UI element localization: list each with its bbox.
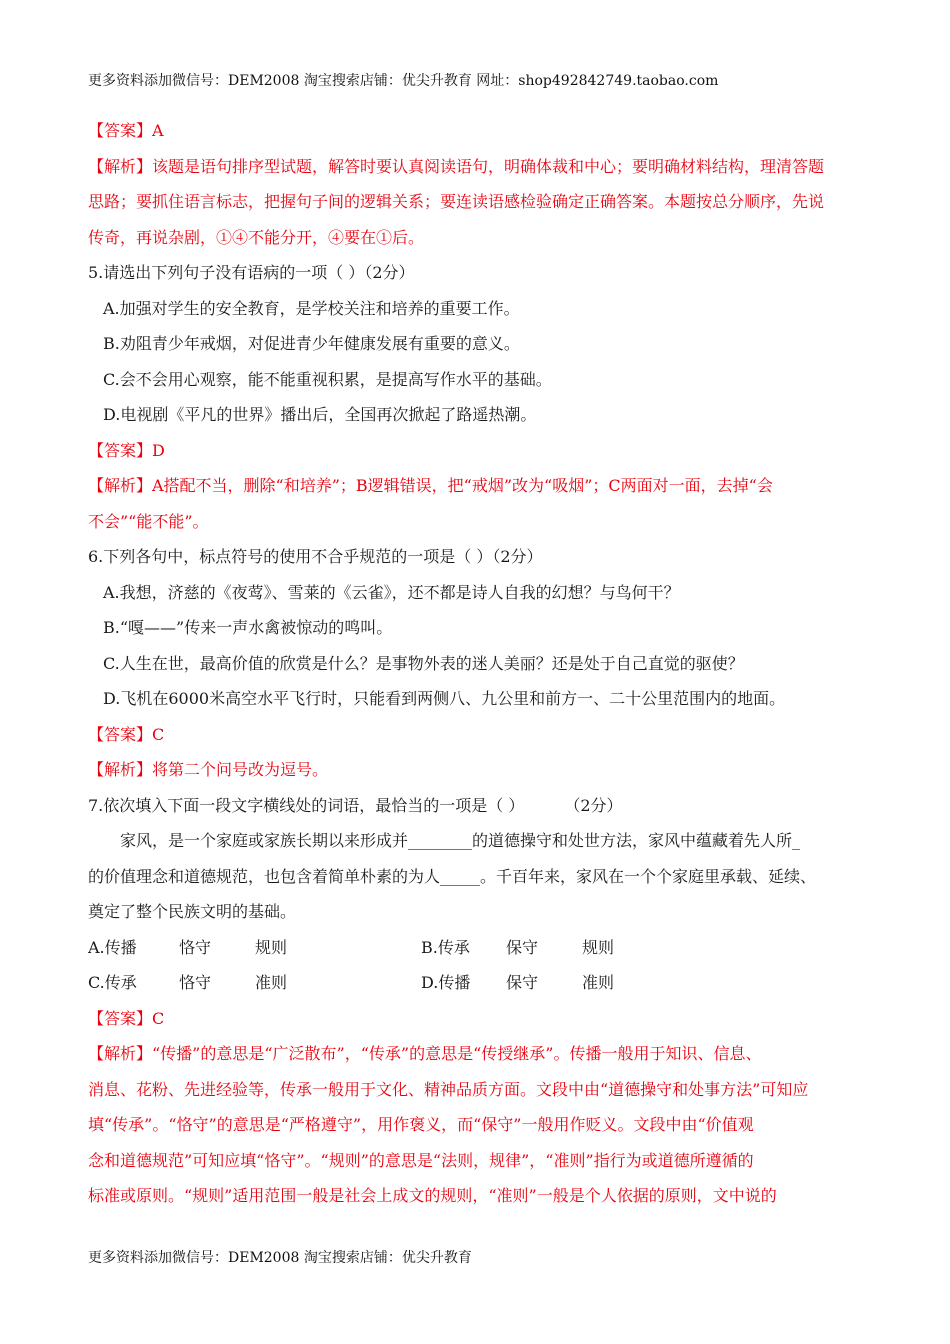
q7-option-b-word2: 保守 bbox=[506, 937, 539, 957]
q5-analysis-line: 【解析】A搭配不当，删除“和培养”；B逻辑错误，把“戒烟”改为“吸烟”；C两面对一面，去掉“会 bbox=[88, 476, 773, 495]
q7-passage-line: 家风，是一个家庭或家族长期以来形成并________的道德操守和处世方法，家风中蕴藏着先人所_ bbox=[120, 831, 801, 850]
q7-option-b-word1: B.传承 bbox=[421, 937, 470, 957]
q6-option-c: C.人生在世，最高价值的欣赏是什么？是事物外表的迷人美丽？还是处于自己直觉的驱使？ bbox=[103, 653, 744, 673]
q7-passage-line: 的价值理念和道德规范，也包含着简单朴素的为人_____。千百年来，家风在一个个家庭里承载、延续、 bbox=[88, 866, 817, 886]
q6-option-b: B.“嘎——”传来一声水禽被惊动的鸣叫。 bbox=[103, 618, 393, 637]
q7-analysis-line: 消息、花粉、先进经验等，传承一般用于文化、精神品质方面。文段中由“道德操守和处事方法”可知应 bbox=[88, 1079, 809, 1099]
q5-option-b: B.劝阻青少年戒烟，对促进青少年健康发展有重要的意义。 bbox=[103, 334, 520, 353]
page-header: 更多资料添加微信号：DEM2008 淘宝搜索店铺：优尖升教育 网址：shop492842749.taobao.com bbox=[88, 73, 719, 89]
q7-option-d-word3: 准则 bbox=[582, 973, 615, 992]
q7-option-c bbox=[88, 965, 421, 1001]
q7-options-row bbox=[88, 965, 868, 1001]
q4-answer: 【答案】A bbox=[88, 121, 164, 140]
q7-answer: 【答案】C bbox=[88, 1008, 165, 1028]
q5-answer: 【答案】D bbox=[88, 440, 165, 460]
q7-option-a bbox=[88, 930, 421, 966]
q7-option-c-word1: C.传承 bbox=[88, 973, 137, 992]
q7-option-d-word2: 保守 bbox=[506, 973, 539, 992]
q7-stem bbox=[88, 788, 868, 824]
q7-analysis-line: 填“传承”。“恪守”的意思是“严格遵守”，用作褒义，而“保守”一般用作贬义。文段中由“价值观 bbox=[88, 1115, 754, 1134]
q5-stem: 5.请选出下列句子没有语病的一项（ ）（2分） bbox=[88, 263, 415, 282]
q5-option-d: D.电视剧《平凡的世界》播出后，全国再次掀起了路遥热潮。 bbox=[103, 405, 537, 424]
q7-analysis-line: 标准或原则。“规则”适用范围一般是社会上成文的规则，“准则”一般是个人依据的原则，文中说的 bbox=[88, 1186, 777, 1205]
q7-option-d bbox=[421, 965, 614, 1001]
q7-option-c-word2: 恪守 bbox=[179, 973, 212, 992]
q6-option-a: A.我想，济慈的《夜莺》、雪莱的《云雀》，还不都是诗人自我的幻想？与鸟何干？ bbox=[103, 582, 680, 602]
q5-option-a: A.加强对学生的安全教育，是学校关注和培养的重要工作。 bbox=[103, 298, 520, 318]
q7-option-a-word1: A.传播 bbox=[88, 937, 137, 957]
q6-stem: 6.下列各句中，标点符号的使用不合乎规范的一项是（ ）（2分） bbox=[88, 547, 543, 566]
page-footer: 更多资料添加微信号：DEM2008 淘宝搜索店铺：优尖升教育 bbox=[88, 1250, 472, 1266]
q7-analysis-line: 念和道德规范”可知应填“恪守”。“规则”的意思是“法则，规律”，“准则”指行为或道德所遵循的 bbox=[88, 1150, 754, 1170]
q7-option-b bbox=[421, 930, 614, 966]
q6-answer: 【答案】C bbox=[88, 724, 165, 744]
q7-passage-line: 奠定了整个民族文明的基础。 bbox=[88, 902, 297, 921]
q4-analysis-line: 传奇，再说杂剧，①④不能分开，④要在①后。 bbox=[88, 227, 425, 247]
q4-analysis-line: 【解析】该题是语句排序型试题，解答时要认真阅读语句，明确体裁和中心；要明确材料结构，理清答题 bbox=[88, 156, 825, 176]
q7-option-b-word3: 规则 bbox=[582, 937, 615, 957]
q4-analysis-line: 思路；要抓住语言标志，把握句子间的逻辑关系；要连读语感检验确定正确答案。本题按总分顺序，先说 bbox=[88, 192, 825, 211]
q5-option-c: C.会不会用心观察，能不能重视积累，是提高写作水平的基础。 bbox=[103, 369, 552, 389]
page-content bbox=[88, 113, 868, 1214]
q7-stem-text: 7.依次填入下面一段文字横线处的词语，最恰当的一项是（ ） bbox=[88, 795, 525, 815]
q7-option-a-word2: 恪守 bbox=[179, 937, 212, 957]
q6-option-d: D.飞机在6000米高空水平飞行时，只能看到两侧八、九公里和前方一、二十公里范围内的地面。 bbox=[103, 689, 786, 708]
q7-option-c-word3: 准则 bbox=[255, 973, 288, 992]
q5-analysis-line: 不会”“能不能”。 bbox=[88, 511, 209, 531]
q7-option-a-word3: 规则 bbox=[255, 937, 288, 957]
q6-analysis-line: 【解析】将第二个问号改为逗号。 bbox=[88, 760, 329, 779]
q7-option-d-word1: D.传播 bbox=[421, 973, 471, 992]
q7-points: （2分） bbox=[564, 795, 623, 815]
q7-analysis-line: 【解析】“传播”的意思是“广泛散布”，“传承”的意思是“传授继承”。传播一般用于知识、信息、 bbox=[88, 1044, 762, 1063]
q7-options-row bbox=[88, 930, 868, 966]
